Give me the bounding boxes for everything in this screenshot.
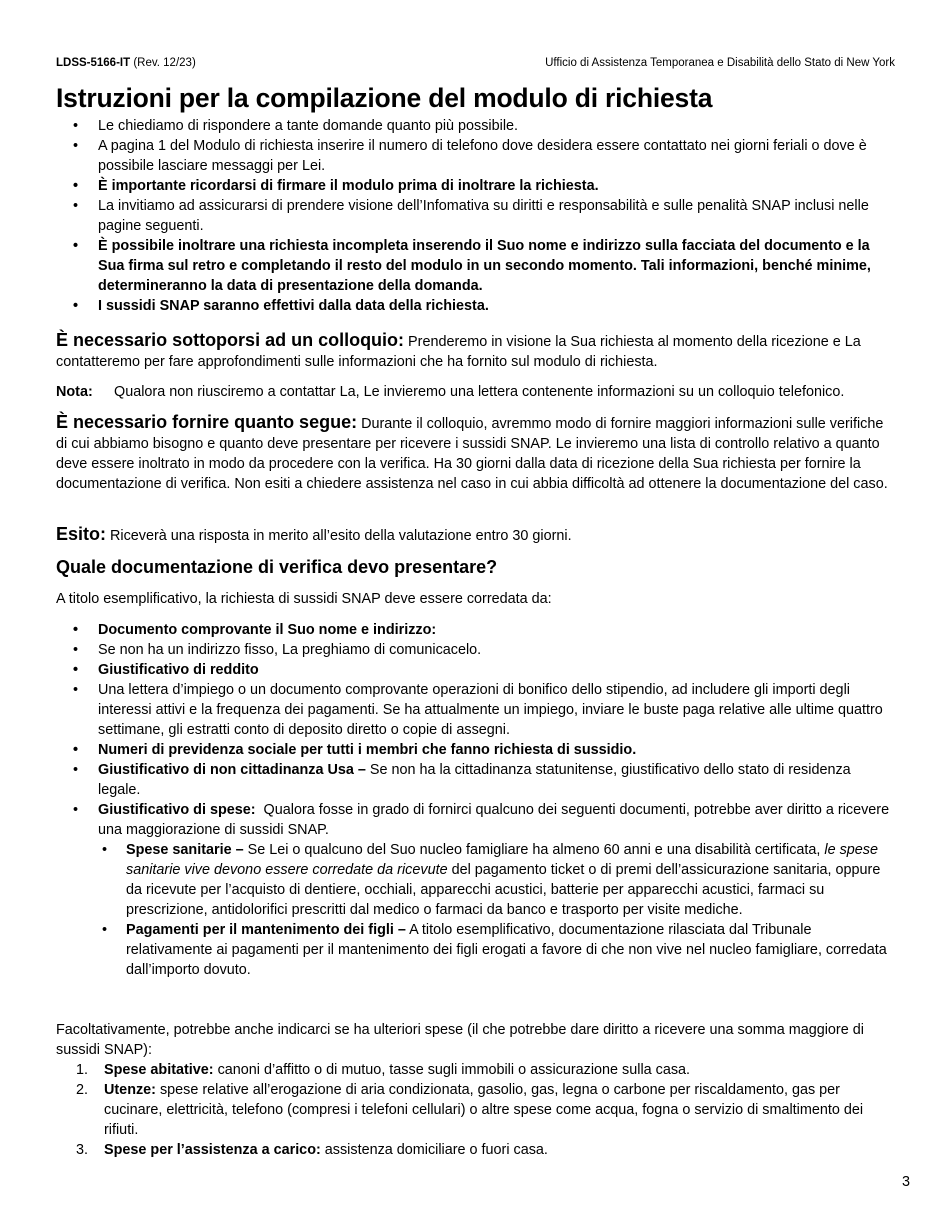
- verification-list: [56, 620, 896, 980]
- intro-list: [56, 116, 896, 316]
- agency-name: Ufficio di Assistenza Temporanea e Disabilità dello Stato di New York: [545, 57, 895, 69]
- outcome-text: Riceverà una risposta in merito all’esito della valutazione entro 30 giorni.: [110, 528, 572, 544]
- list-item: • Le chiediamo di rispondere a tante domande quanto più possibile.: [56, 116, 896, 136]
- interview-section: [56, 330, 896, 372]
- list-item: • Giustificativo di non cittadinanza Usa – Se non ha la cittadinanza statunitense, giustificativo dello stato di residenza legale.: [56, 760, 896, 800]
- list-item: • Una lettera d’impiego o un documento comprovante operazioni di bonifico dello stipendio, ad includere gli importi degli interessi attivi e la frequenza dei pagamenti. Se ha attualmente un impiego, inviare le buste paga relative alle ultime quattro settimane, gli estratti conto di deposito diretto o copie di assegni.: [56, 680, 896, 740]
- list-item: • Giustificativo di spese: Qualora fosse in grado di fornirci qualcuno dei seguenti documenti, potrebbe aver diritto a ricevere una maggiorazione di sussidi SNAP. • Spese sanitarie – Se Lei o qualcuno del Suo nucleo famigliare ha almeno 60 anni e una disabilità certificata, le spese sanitarie vive devono essere corredate da ricevute del pagamento ticket o di premi dell’assicurazione sanitaria, oppure da ricevute per l’acquisto di dentiere, occhiali, apparecchi acustici, batterie per apparecchi acustici, farmaci su prescrizione, antidolorifici prescritti dal medico o farmaci da banco e trasporto per visite mediche. • Pagamenti per il mantenimento dei figli – A titolo esemplificativo, documentazione rilasciata dal Tribunale relativamente ai pagamenti per il mantenimento dei figli erogati a favore di che non vive nel nucleo famigliare, corredata dall’importo dovuto.: [56, 800, 896, 980]
- outcome-heading: Esito:: [56, 524, 107, 544]
- list-item: • Giustificativo di reddito: [56, 660, 896, 680]
- form-code: LDSS-5166-IT (Rev. 12/23): [56, 57, 196, 69]
- outcome-section: [56, 524, 896, 546]
- sub-list-item: • Spese sanitarie – Se Lei o qualcuno del Suo nucleo famigliare ha almeno 60 anni e una disabilità certificata, le spese sanitarie vive devono essere corredate da ricevute del pagamento ticket o di premi dell’assicurazione sanitaria, oppure da ricevute per l’acquisto di dentiere, occhiali, apparecchi acustici, batterie per apparecchi acustici, farmaci su prescrizione, antidolorifici prescritti dal medico o farmaci da banco e trasporto per visite mediche.: [98, 840, 896, 920]
- list-item: 3. Spese per l’assistenza a carico: assistenza domiciliare o fuori casa.: [76, 1142, 548, 1158]
- list-item: • È possibile inoltrare una richiesta incompleta inserendo il Suo nome e indirizzo sulla facciata del documento e la Sua firma sul retro e completando il resto del modulo in un secondo momento. Tali informazioni, benché minime, determineranno la data di presentazione della domanda.: [56, 236, 896, 296]
- list-item: • È importante ricordarsi di firmare il modulo prima di inoltrare la richiesta.: [56, 176, 896, 196]
- page-title: Istruzioni per la compilazione del modulo di richiesta: [56, 83, 713, 113]
- interview-heading: È necessario sottoporsi ad un colloquio:: [56, 330, 405, 350]
- list-item: • Se non ha un indirizzo fisso, La preghiamo di comunicacelo.: [56, 640, 896, 660]
- list-item: • Documento comprovante il Suo nome e indirizzo:: [56, 620, 896, 640]
- note-text: Qualora non riusciremo a contattar La, Le invieremo una lettera contenente informazioni su un colloquio telefonico.: [114, 384, 845, 400]
- list-item: • A pagina 1 del Modulo di richiesta inserire il numero di telefono dove desidera essere contattato nei giorni feriali o dove è possibile lasciare messaggi per Lei.: [56, 136, 896, 176]
- required-section: [56, 412, 896, 494]
- interview-text: Prenderemo in visione la Sua richiesta al momento della ricezione e La contatteremo per fare approfondimenti sulle informazioni che ha fornito sul modulo di richiesta.: [56, 334, 861, 370]
- page-number: 3: [901, 1174, 910, 1190]
- optional-section: [56, 1020, 896, 1160]
- verification-intro: A titolo esemplificativo, la richiesta di sussidi SNAP deve essere corredata da:: [56, 591, 552, 607]
- note: [56, 382, 896, 402]
- sub-list-item: • Pagamenti per il mantenimento dei figli – A titolo esemplificativo, documentazione rilasciata dal Tribunale relativamente ai pagamenti per il mantenimento dei figli erogati a favore di che non vive nel nucleo famigliare, corredata dall’importo dovuto.: [98, 920, 896, 980]
- required-text: Durante il colloquio, avremmo modo di fornire maggiori informazioni sulle verifiche di cui abbiamo bisogno e quanto deve presentare per ricevere i sussidi SNAP. Le invieremo una lista di controllo relativo a quanto deve essere inoltrato in modo da procedere con la verifica. Ha 30 giorni dalla data di ricezione della Sua richiesta per fornire la documentazione di verifica. Non esiti a chiedere assistenza nel caso in cui abbia difficoltà ad ottenere la documentazione del caso.: [56, 416, 888, 492]
- list-item: 2. Utenze: spese relative all’erogazione di aria condizionata, gasolio, gas, legna o carbone per riscaldamento, gas per cucinare, elettricità, telefono (compresi i telefoni cellulari) o altre spese come acqua, fogna o servizio di smaltimento dei rifiuti.: [76, 1082, 864, 1138]
- required-heading: È necessario fornire quanto segue:: [56, 412, 358, 432]
- list-item: 1. Spese abitative: canoni d’affitto o di mutuo, tasse sugli immobili o assicurazione sulla casa.: [76, 1062, 691, 1078]
- verification-section: [56, 556, 896, 578]
- optional-intro: Facoltativamente, potrebbe anche indicarci se ha ulteriori spese (il che potrebbe dare diritto a ricevere una somma maggiore di sussidi SNAP):: [56, 1022, 864, 1058]
- list-item: • I sussidi SNAP saranno effettivi dalla data della richiesta.: [56, 296, 896, 316]
- list-item: • La invitiamo ad assicurarsi di prendere visione dell’Infomativa su diritti e responsabilità e sulle penalità SNAP inclusi nelle pagine seguenti.: [56, 196, 896, 236]
- note-label: Nota:: [56, 384, 93, 400]
- list-item: • Numeri di previdenza sociale per tutti i membri che fanno richiesta di sussidio.: [56, 740, 896, 760]
- verification-heading: Quale documentazione di verifica devo presentare?: [56, 557, 498, 577]
